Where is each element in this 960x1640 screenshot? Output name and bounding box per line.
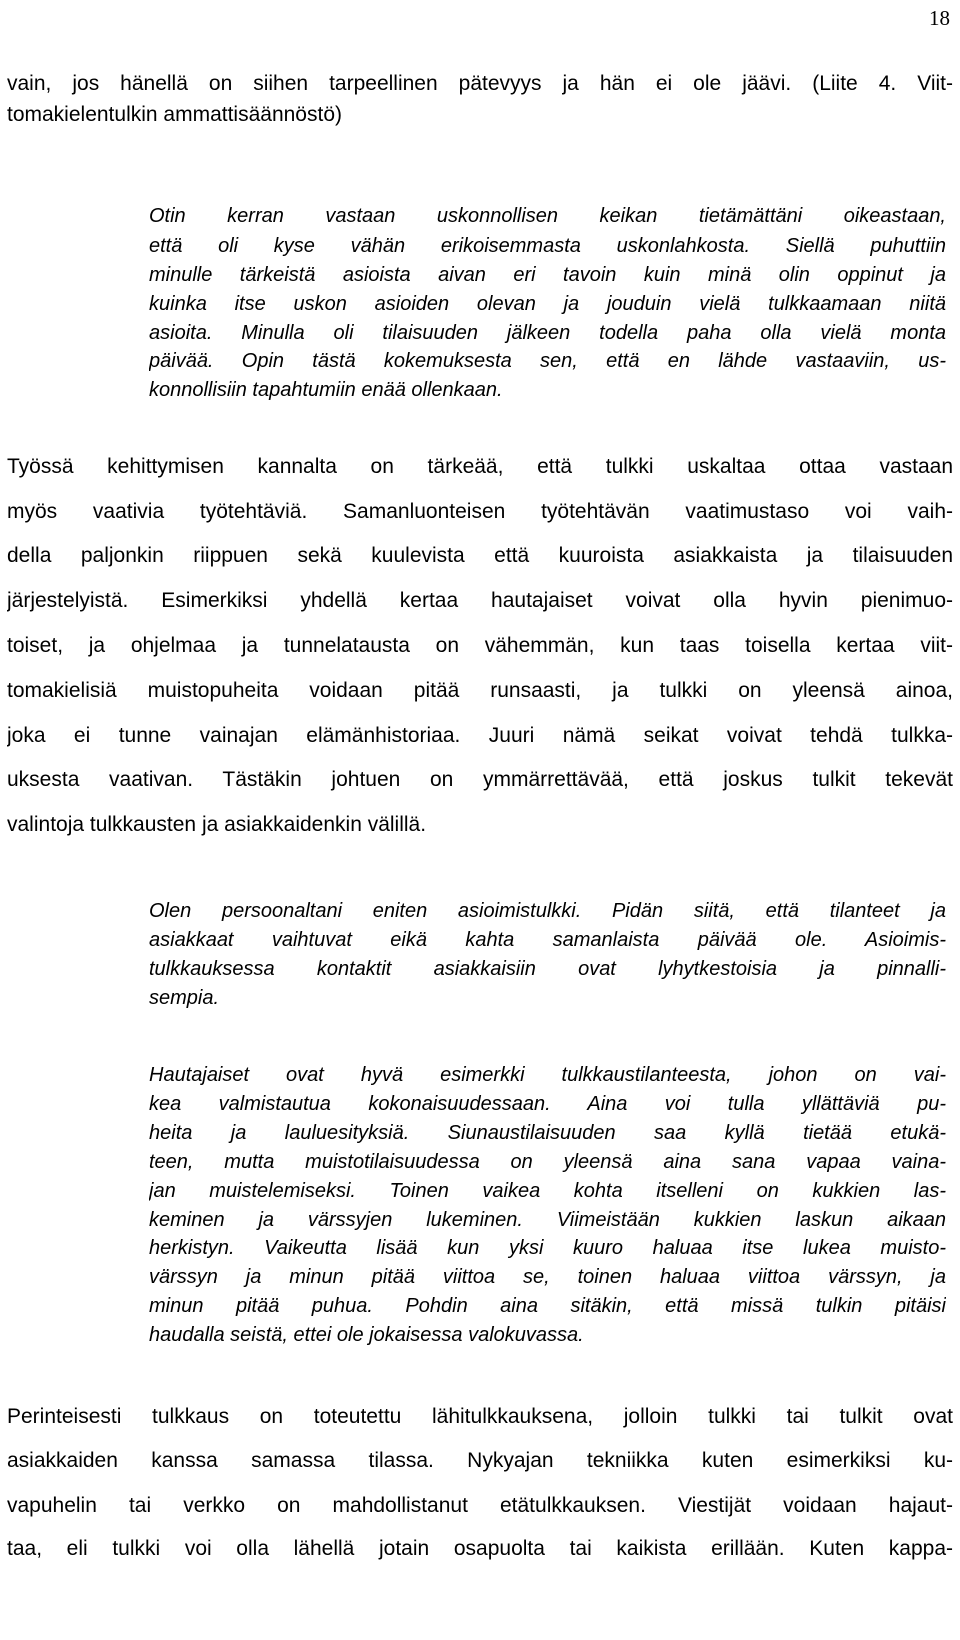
text-line: Perinteisesti tulkkaus on toteutettu lähitulkkauksena, jolloin tulkki tai tulkit ovat [7, 1406, 953, 1428]
text-line: järjestelyistä. Esimerkiksi yhdellä kertaa hautajaiset voivat olla hyvin pienimuo- [7, 590, 953, 612]
text-line: tomakielisiä muistopuheita voidaan pitää runsaasti, ja tulkki on yleensä ainoa, [7, 680, 953, 702]
text-line: taa, eli tulkki voi olla lähellä jotain osapuolta tai kaikista erillään. Kuten kappa- [7, 1538, 953, 1560]
text-line: asiakkaat vaihtuvat eikä kahta samanlaista päivää ole. Asioimis- [149, 930, 946, 951]
text-line: Otin kerran vastaan uskonnollisen keikan tietämättäni oikeastaan, [149, 206, 946, 227]
text-line: valintoja tulkkausten ja asiakkaidenkin välillä. [7, 813, 427, 836]
text-line: myös vaativia työtehtäviä. Samanluonteisen työtehtävän vaatimustaso voi vaih- [7, 501, 953, 523]
text-line: herkistyn. Vaikeutta lisää kun yksi kuuro haluaa itse lukea muisto- [149, 1238, 946, 1259]
text-line: della paljonkin riippuen sekä kuulevista että kuuroista asiakkaista ja tilaisuuden [7, 545, 953, 567]
text-line: värssyn ja minun pitää viittoa se, toinen haluaa viittoa värssyn, ja [149, 1267, 946, 1288]
text-line: konnollisiin tapahtumiin enää ollenkaan. [149, 379, 503, 401]
text-line: joka ei tunne vainajan elämänhistoriaa. Juuri nämä seikat voivat tehdä tulkka- [7, 725, 953, 747]
text-line: Olen persoonaltani eniten asioimistulkki. Pidän siitä, että tilanteet ja [149, 901, 946, 922]
text-line: asiakkaiden kanssa samassa tilassa. Nykyajan tekniikka kuten esimerkiksi ku- [7, 1450, 953, 1472]
text-line: sempia. [149, 987, 220, 1009]
text-line: uksesta vaativan. Tästäkin johtuen on ymmärrettävää, että joskus tulkit tekevät [7, 769, 953, 791]
text-line: heita ja lauluesityksiä. Siunaustilaisuuden saa kyllä tietää etukä- [149, 1123, 946, 1144]
page-number: 18 [929, 6, 950, 30]
text-line: että oli kyse vähän erikoisemmasta uskonlahkosta. Siellä puhuttiin [149, 236, 946, 257]
text-line: asioita. Minulla oli tilaisuuden jälkeen todella paha olla vielä monta [149, 323, 946, 344]
text-line: vain, jos hänellä on siihen tarpeellinen pätevyys ja hän ei ole jäävi. (Liite 4. Viit- [7, 73, 953, 95]
text-line: keminen ja värssyjen lukeminen. Viimeistään kukkien laskun aikaan [149, 1210, 946, 1231]
text-line: minulle tärkeistä asioista aivan eri tavoin kuin minä olin oppinut ja [149, 265, 946, 286]
text-line: toiset, ja ohjelmaa ja tunnelatausta on vähemmän, kun taas toisella kertaa viit- [7, 635, 953, 657]
text-line: päivää. Opin tästä kokemuksesta sen, että en lähde vastaaviin, us- [149, 351, 946, 372]
text-line: kuinka itse uskon asioiden olevan ja jouduin vielä tulkkaamaan niitä [149, 294, 946, 315]
text-line: minun pitää puhua. Pohdin aina sitäkin, että missä tulkin pitäisi [149, 1296, 946, 1317]
text-line: haudalla seistä, ettei ole jokaisessa valokuvassa. [149, 1324, 584, 1346]
text-line: Hautajaiset ovat hyvä esimerkki tulkkaustilanteesta, johon on vai- [149, 1065, 946, 1086]
text-line: kea valmistautua kokonaisuudessaan. Aina voi tulla yllättäviä pu- [149, 1094, 946, 1115]
text-line: tulkkauksessa kontaktit asiakkaisiin ovat lyhytkestoisia ja pinnalli- [149, 959, 946, 980]
text-line: teen, mutta muistotilaisuudessa on yleensä aina sana vapaa vaina- [149, 1152, 946, 1173]
text-line: vapuhelin tai verkko on mahdollistanut etätulkkauksen. Viestijät voidaan hajaut- [7, 1495, 953, 1517]
text-line: Työssä kehittymisen kannalta on tärkeää, että tulkki uskaltaa ottaa vastaan [7, 456, 953, 478]
text-line: tomakielentulkin ammattisäännöstö) [7, 103, 342, 126]
text-line: jan muistelemiseksi. Toinen vaikea kohta itselleni on kukkien las- [149, 1181, 946, 1202]
